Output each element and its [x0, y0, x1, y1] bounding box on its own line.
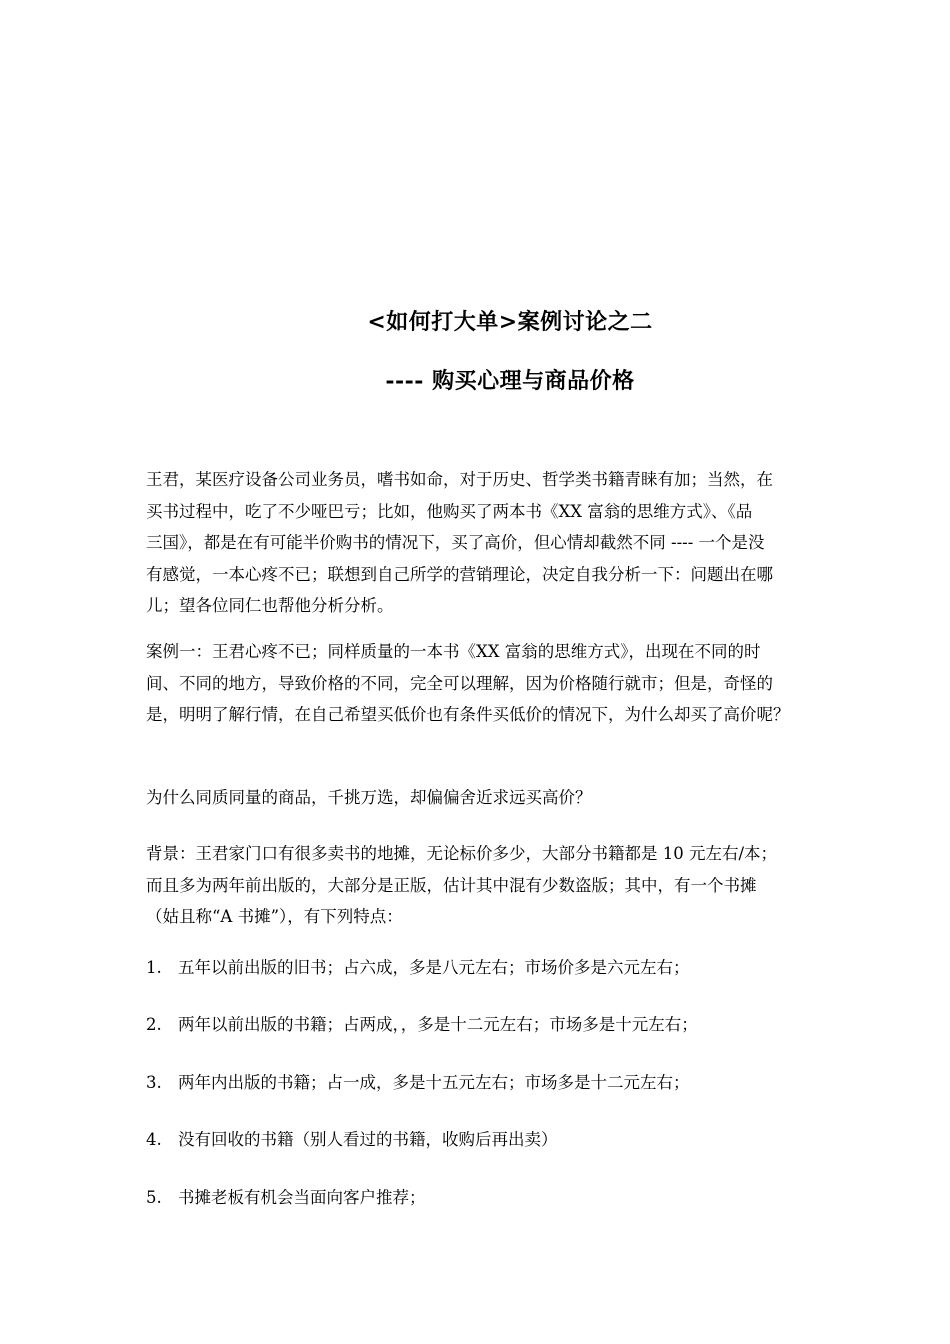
list-number: 5. — [146, 1188, 162, 1207]
list-item — [146, 1013, 698, 1037]
list-text: 没有回收的书籍（别人看过的书籍，收购后再出卖） — [178, 1130, 558, 1149]
question-paragraph — [146, 782, 882, 814]
list-item — [146, 1186, 426, 1210]
page-title: <如何打大单>案例讨论之二 — [367, 309, 653, 335]
list-number: 2. — [146, 1015, 162, 1034]
question-line: 为什么同质同量的商品，千挑万选，却偏偏舍近求远买高价？ — [146, 788, 592, 807]
background-paragraph — [146, 838, 882, 933]
list-item — [146, 1071, 690, 1095]
page-subtitle: ---- 购买心理与商品价格 — [385, 368, 635, 394]
case-one-line: 间、不同的地方，导致价格的不同，完全可以理解，因为价格随行就市；但是，奇怪的 — [146, 673, 773, 693]
intro-line: 有感觉，一本心疼不已；联想到自己所学的营销理论，决定自我分析一下：问题出在哪 — [146, 564, 773, 584]
case-one-line: 是，明明了解行情，在自己希望买低价也有条件买低价的情况下，为什么却买了高价呢？ — [146, 705, 790, 724]
intro-line: 儿；望各位同仁也帮他分析分析。 — [146, 596, 394, 615]
list-number: 1. — [146, 958, 162, 977]
background-line: （姑且称“A 书摊”），有下列特点： — [146, 907, 403, 926]
background-line: 背景：王君家门口有很多卖书的地摊，无论标价多少，大部分书籍都是 10 元左右/本； — [146, 844, 778, 863]
list-text: 两年内出版的书籍；占一成，多是十五元左右；市场多是十二元左右； — [178, 1073, 690, 1092]
list-number: 4. — [146, 1130, 162, 1149]
list-text: 两年以前出版的书籍；占两成，，多是十二元左右；市场多是十元左右； — [178, 1015, 698, 1034]
list-item — [146, 956, 690, 980]
case-one-paragraph — [146, 636, 882, 731]
intro-line: 三国》，都是在有可能半价购书的情况下，买了高价，但心情却截然不同 ---- 一个是没 — [146, 533, 765, 552]
intro-line: 王君，某医疗设备公司业务员，嗜书如命，对于历史、哲学类书籍青睐有加；当然，在 — [146, 470, 773, 489]
list-number: 3. — [146, 1073, 162, 1092]
intro-line: 买书过程中，吃了不少哑巴亏；比如，他购买了两本书《XX 富翁的思维方式》、《品 — [146, 501, 753, 521]
background-line: 而且多为两年前出版的，大部分是正版，估计其中混有少数盗版；其中，有一个书摊 — [146, 875, 757, 895]
case-one-line: 案例一：王君心疼不已；同样质量的一本书《XX 富翁的思维方式》，出现在不同的时 — [146, 642, 761, 661]
intro-paragraph — [146, 464, 882, 622]
list-text: 五年以前出版的旧书；占六成，多是八元左右；市场价多是六元左右； — [178, 958, 690, 977]
list-text: 书摊老板有机会当面向客户推荐； — [178, 1188, 426, 1207]
list-item — [146, 1128, 558, 1152]
